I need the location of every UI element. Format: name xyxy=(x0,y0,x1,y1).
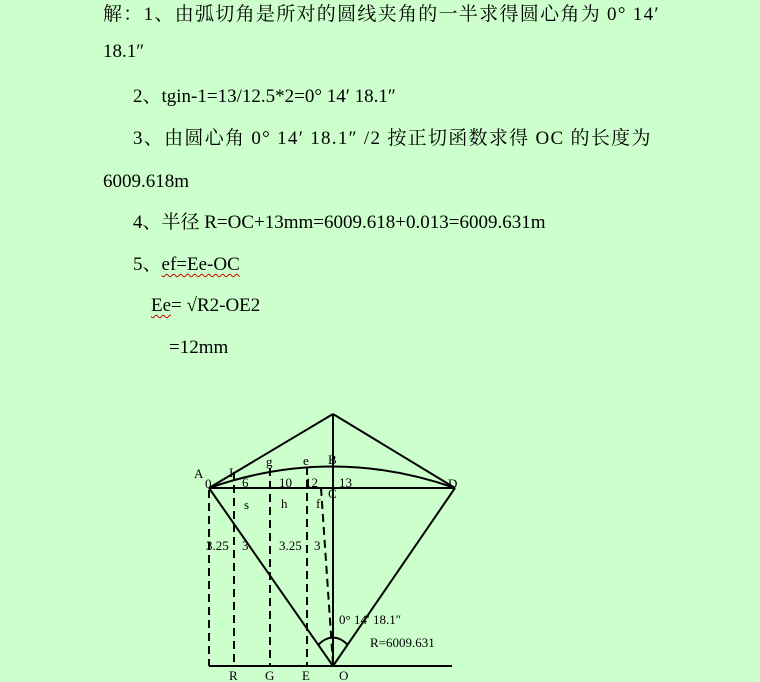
ee-formula-rest: = √R2-OE2 xyxy=(171,295,261,316)
label-3-25-b: 3.25 xyxy=(279,538,302,553)
step-4-line: 4、半径 R=OC+13mm=6009.618+0.013=6009.631m xyxy=(133,212,546,233)
label-h: h xyxy=(281,496,288,511)
label-r: R xyxy=(229,668,238,682)
ef-formula: ef=Ee-OC xyxy=(161,254,240,275)
step-5-prefix: 5、 xyxy=(133,254,162,275)
radius-label: R=6009.631 xyxy=(370,635,435,650)
step-2-line: 2、tgin-1=13/12.5*2=0° 14′ 18.1″ xyxy=(133,86,396,107)
label-g: g xyxy=(266,454,273,469)
label-e-top: e xyxy=(303,453,309,468)
solution-line-1: 解：1、由弧切角是所对的圆线夹角的一半求得圆心角为 0° 14′ xyxy=(103,4,660,25)
step-3-line: 3、由圆心角 0° 14′ 18.1″ /2 按正切函数求得 OC 的长度为 xyxy=(133,128,652,149)
ee-label: Ee xyxy=(151,295,172,316)
label-3-a: 3 xyxy=(242,538,249,553)
label-zero: 0 xyxy=(205,476,212,491)
label-b: B xyxy=(328,452,337,467)
label-10: 10 xyxy=(279,475,292,490)
result-line: =12mm xyxy=(169,337,229,358)
angle-label: 0° 14′ 18.1″ xyxy=(339,612,402,627)
label-g-bottom: G xyxy=(265,668,275,682)
label-f: f xyxy=(316,496,321,511)
label-o: O xyxy=(339,668,349,682)
label-3-25-a: 3.25 xyxy=(206,538,229,553)
label-i: I xyxy=(229,465,234,480)
label-a: A xyxy=(194,466,204,481)
step-3-result: 6009.618m xyxy=(103,171,190,192)
label-s: s xyxy=(244,497,250,512)
label-6: 6 xyxy=(242,475,249,490)
label-d: D xyxy=(448,476,458,491)
solution-line-2: 18.1″ xyxy=(103,41,145,62)
label-3-b: 3 xyxy=(314,538,321,553)
label-12: 12 xyxy=(305,475,318,490)
label-13: 13 xyxy=(339,475,352,490)
label-e-bottom: E xyxy=(302,668,310,682)
label-c: C xyxy=(328,486,337,501)
